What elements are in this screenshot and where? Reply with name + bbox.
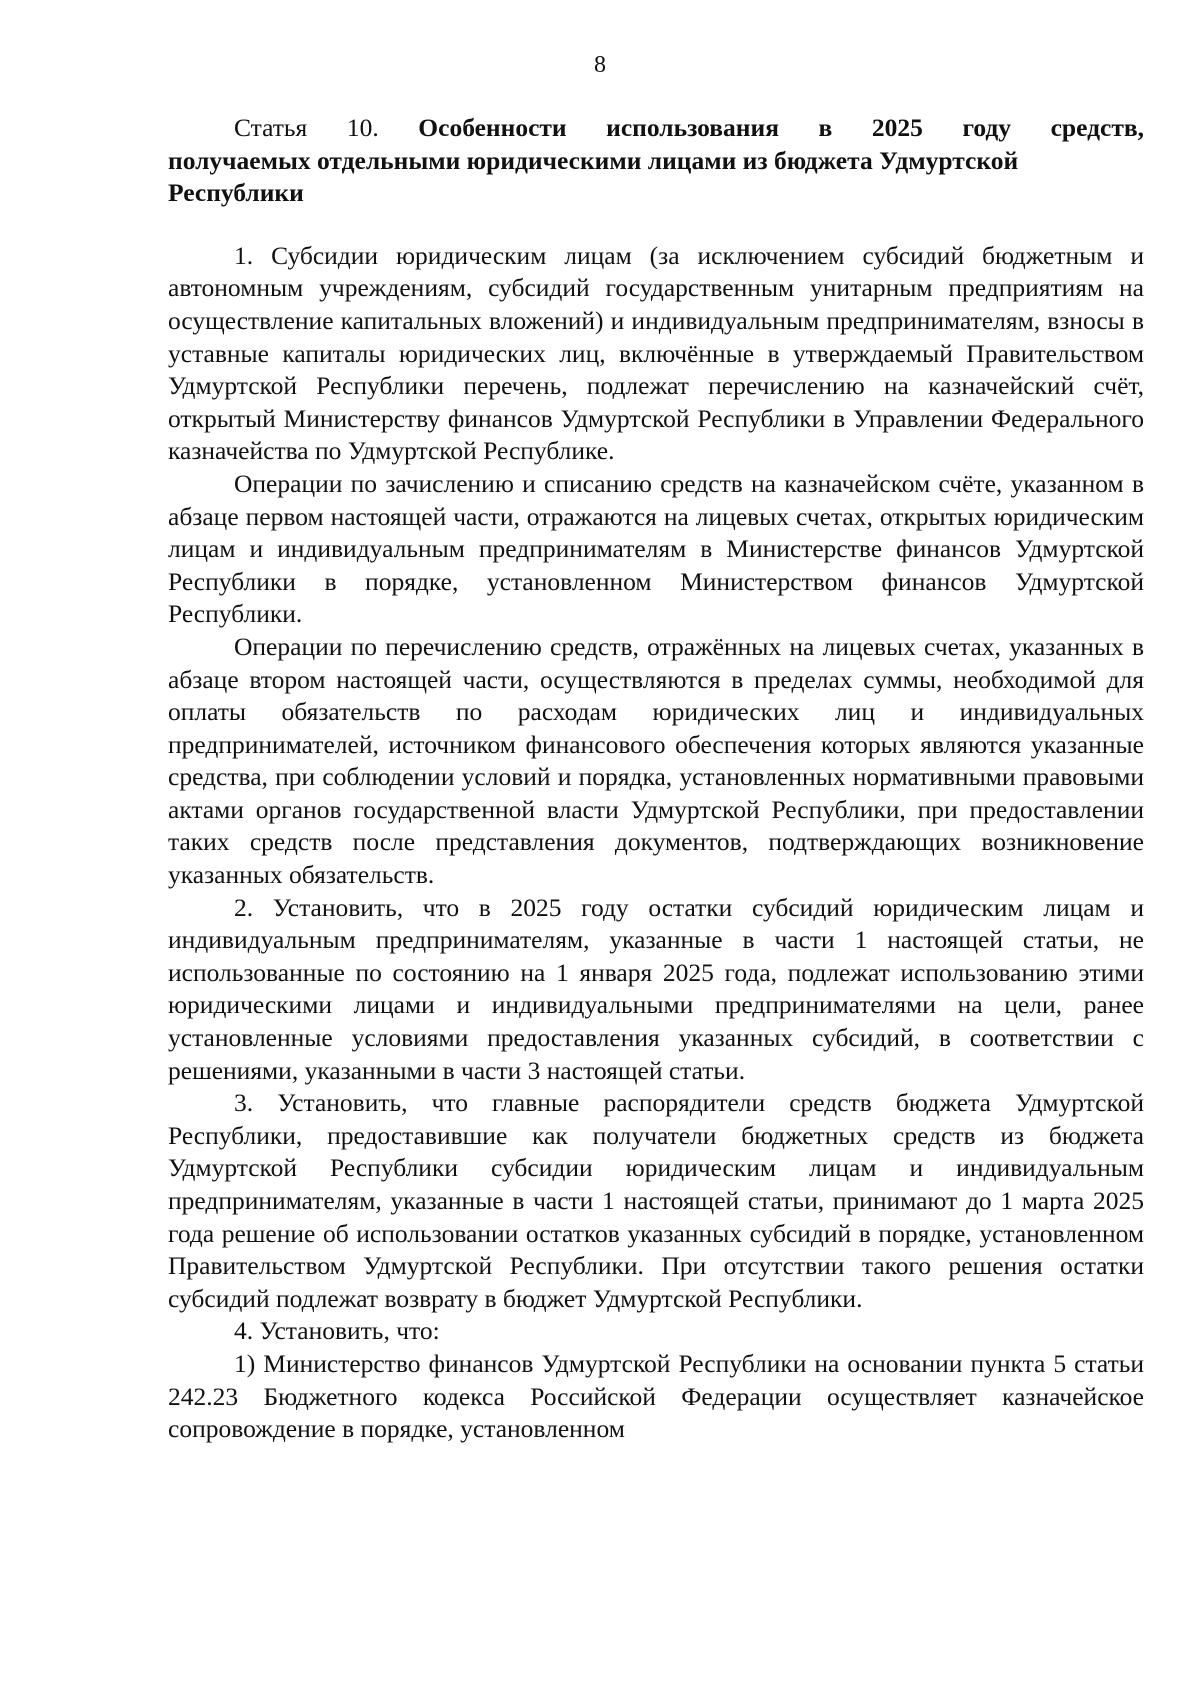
article-title-part-1: Особенности использования в 2025 году средств, [418, 113, 1144, 142]
paragraph-part-1-clause-2: Операции по зачислению и списанию средств на казначейском счёте, указанном в абзаце первом настоящей части, отражаются на лицевых счетах, открытых юридическим лицам и индивидуальным предпринимателям в Министерстве финансов Удмуртской Республики в порядке, установленном Министерством финансов Удмуртской Республики. [168, 468, 1144, 629]
article-heading-line-1 [234, 112, 1144, 145]
paragraph-part-1-clause-1: 1. Субсидии юридическим лицам (за исключением субсидий бюджетным и автономным учреждениям, субсидий государственным унитарным предприятиям на осуществление капитальных вложений) и индивидуальным предпринимателям, взносы в уставные капиталы юридических лиц, включённые в утверждаемый Правительством Удмуртской Республики перечень, подлежат перечислению на казначейский счёт, открытый Министерству финансов Удмуртской Республики в Управлении Федерального казначейства по Удмуртской Республике. [168, 240, 1144, 466]
paragraph-part-2: 2. Установить, что в 2025 году остатки субсидий юридическим лицам и индивидуальным предпринимателям, указанные в части 1 настоящей статьи, не использованные по состоянию на 1 января 2025 года, подлежат использованию этими юридическими лицами и индивидуальными предпринимателями на цели, ранее установленные условиями предоставления указанных субсидий, в соответствии с решениями, указанными в части 3 настоящей статьи. [168, 892, 1144, 1085]
paragraph-part-3: 3. Установить, что главные распорядители средств бюджета Удмуртской Республики, предоставившие как получатели бюджетных средств из бюджета Удмуртской Республики субсидии юридическим лицам и индивидуальным предпринимателям, указанные в части 1 настоящей статьи, принимают до 1 марта 2025 года решение об использовании остатков указанных субсидий в порядке, установленном Правительством Удмуртской Республики. При отсутствии такого решения остатки субсидий подлежат возврату в бюджет Удмуртской Республики. [168, 1088, 1144, 1313]
article-heading [168, 112, 1144, 210]
article-title-part-2: получаемых отдельными юридическими лицами из бюджета Удмуртской [168, 145, 1019, 175]
document-body [168, 112, 1144, 1446]
page-number: 8 [594, 52, 606, 78]
paragraph-part-1-clause-3: Операции по перечислению средств, отражённых на лицевых счетах, указанных в абзаце втором настоящей части, осуществляются в пределах суммы, необходимой для оплаты обязательств по расходам юридических лиц и индивидуальных предпринимателей, источником финансового обеспечения которых являются указанные средства, при соблюдении условий и порядка, установленных нормативными правовыми актами органов государственной власти Удмуртской Республики, при предоставлении таких средств после представления документов, подтверждающих возникновение указанных обязательств. [168, 631, 1144, 890]
article-title-part-3: Республики [168, 178, 304, 208]
article-label: Статья 10. [234, 113, 379, 142]
paragraph-part-4: 4. Установить, что: [234, 1316, 440, 1346]
paragraph-part-4-item-1: 1) Министерство финансов Удмуртской Республики на основании пункта 5 статьи 242.23 Бюджетного кодекса Российской Федерации осуществляет казначейское сопровождение в порядке, установленном [168, 1348, 1144, 1444]
